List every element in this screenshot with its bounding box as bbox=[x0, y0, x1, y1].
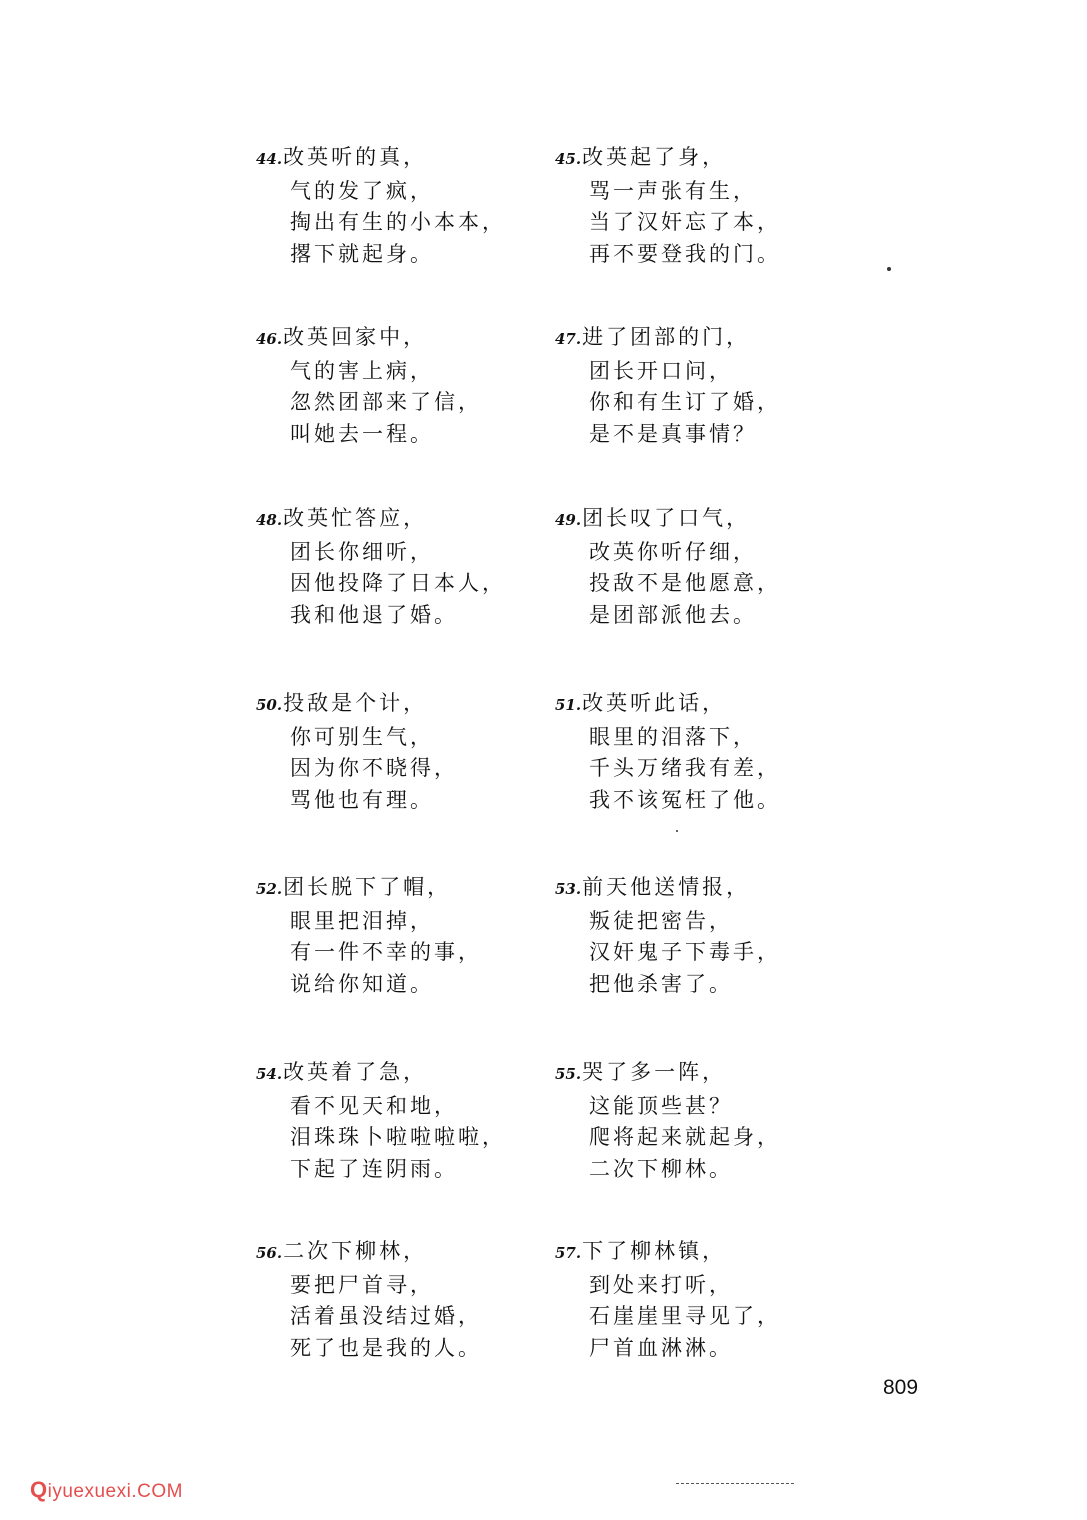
verse-number: 49. bbox=[555, 511, 582, 529]
verse-text: 你可别生气， bbox=[290, 724, 434, 749]
verse-text: 汉奸鬼子下毒手， bbox=[589, 940, 781, 965]
verse-block bbox=[256, 688, 556, 817]
verse-line bbox=[555, 207, 855, 239]
verse-line bbox=[256, 1236, 556, 1270]
verse-text: 是团部派他去。 bbox=[589, 603, 757, 628]
verse-text: 改英起了身， bbox=[582, 145, 727, 169]
verse-text: 是不是真事情？ bbox=[589, 422, 757, 447]
verse-line bbox=[555, 1333, 855, 1365]
site-watermark bbox=[30, 1477, 183, 1503]
verse-text: 石崖崖里寻见了， bbox=[589, 1304, 781, 1329]
verse-text: 前天他送情报， bbox=[582, 875, 751, 899]
verse-block bbox=[555, 142, 855, 271]
verse-block bbox=[555, 872, 855, 1001]
verse-text: 团长你细听， bbox=[290, 539, 434, 564]
verse-number: 44. bbox=[256, 150, 283, 168]
verse-text: 投敌是个计， bbox=[283, 691, 428, 715]
verse-block bbox=[555, 688, 855, 817]
print-speck bbox=[887, 267, 891, 271]
verse-text: 眼里把泪掉， bbox=[290, 908, 434, 933]
verse-text: 改英你听仔细， bbox=[589, 539, 757, 564]
verse-line bbox=[555, 1091, 855, 1123]
verse-number: 47. bbox=[555, 330, 582, 348]
verse-text: 千头万绪我有差， bbox=[589, 756, 781, 781]
verse-line bbox=[256, 1057, 556, 1091]
verse-line bbox=[555, 239, 855, 271]
verse-line bbox=[555, 142, 855, 176]
verse-text: 气的发了疯， bbox=[290, 178, 434, 203]
verse-text: 下了柳林镇， bbox=[582, 1239, 727, 1263]
verse-block bbox=[555, 503, 855, 632]
verse-text: 改英听的真， bbox=[283, 145, 428, 169]
verse-line bbox=[256, 872, 556, 906]
verse-line bbox=[256, 142, 556, 176]
verse-line bbox=[555, 785, 855, 817]
verse-number: 51. bbox=[555, 696, 582, 714]
verse-text: 因他投降了日本人， bbox=[290, 571, 506, 596]
verse-text: 二次下柳林， bbox=[283, 1239, 428, 1263]
page-number: 809 bbox=[883, 1376, 919, 1399]
verse-text: 死了也是我的人。 bbox=[290, 1336, 482, 1361]
verse-line bbox=[555, 176, 855, 208]
scan-rule bbox=[676, 1483, 794, 1484]
verse-text: 我不该冤枉了他。 bbox=[589, 788, 781, 813]
verse-text: 再不要登我的门。 bbox=[589, 242, 781, 267]
verse-text: 当了汉奸忘了本， bbox=[589, 210, 781, 235]
verse-line bbox=[555, 1301, 855, 1333]
verse-text: 把他杀害了。 bbox=[589, 972, 733, 997]
verse-text: 团长脱下了帽， bbox=[283, 875, 452, 899]
verse-text: 到处来打听， bbox=[589, 1272, 733, 1297]
verse-line bbox=[256, 1091, 556, 1123]
verse-line bbox=[555, 937, 855, 969]
watermark-mark: Q bbox=[30, 1477, 48, 1502]
verse-line bbox=[256, 1301, 556, 1333]
verse-line bbox=[256, 1270, 556, 1302]
verse-text: 团长开口问， bbox=[589, 358, 733, 383]
verse-line bbox=[256, 969, 556, 1001]
verse-text: 因为你不晓得， bbox=[290, 756, 458, 781]
verse-text: 看不见天和地， bbox=[290, 1093, 458, 1118]
verse-block bbox=[256, 322, 556, 451]
verse-number: 55. bbox=[555, 1065, 582, 1083]
verse-line bbox=[555, 969, 855, 1001]
verse-line bbox=[555, 906, 855, 938]
verse-line bbox=[555, 356, 855, 388]
verse-line bbox=[256, 688, 556, 722]
verse-line bbox=[256, 322, 556, 356]
verse-line bbox=[555, 600, 855, 632]
verse-number: 54. bbox=[256, 1065, 283, 1083]
verse-line bbox=[555, 753, 855, 785]
verse-text: 下起了连阴雨。 bbox=[290, 1157, 458, 1182]
verse-number: 50. bbox=[256, 696, 283, 714]
verse-block bbox=[555, 322, 855, 451]
verse-text: 爬将起来就起身， bbox=[589, 1125, 781, 1150]
verse-text: 二次下柳林。 bbox=[589, 1157, 733, 1182]
verse-line bbox=[256, 722, 556, 754]
verse-text: 叫她去一程。 bbox=[290, 422, 434, 447]
verse-line bbox=[256, 503, 556, 537]
verse-line bbox=[256, 387, 556, 419]
verse-line bbox=[256, 537, 556, 569]
verse-line bbox=[555, 722, 855, 754]
verse-line bbox=[256, 1154, 556, 1186]
verse-text: 骂他也有理。 bbox=[290, 788, 434, 813]
verse-text: 这能顶些甚？ bbox=[589, 1093, 733, 1118]
verse-number: 53. bbox=[555, 880, 582, 898]
verse-line bbox=[555, 872, 855, 906]
verse-text: 投敌不是他愿意， bbox=[589, 571, 781, 596]
verse-line bbox=[555, 387, 855, 419]
verse-line bbox=[256, 176, 556, 208]
verse-text: 叛徒把密告， bbox=[589, 908, 733, 933]
verse-text: 骂一声张有生， bbox=[589, 178, 757, 203]
verse-line bbox=[256, 239, 556, 271]
verse-line bbox=[555, 688, 855, 722]
verse-line bbox=[555, 503, 855, 537]
verse-text: 活着虽没结过婚， bbox=[290, 1304, 482, 1329]
verse-block bbox=[555, 1236, 855, 1365]
verse-text: 团长叹了口气， bbox=[582, 506, 751, 530]
verse-line bbox=[256, 356, 556, 388]
verse-text: 改英回家中， bbox=[283, 325, 428, 349]
verse-line bbox=[256, 419, 556, 451]
verse-text: 掏出有生的小本本， bbox=[290, 210, 506, 235]
print-speck bbox=[676, 830, 678, 832]
verse-line bbox=[555, 1270, 855, 1302]
verse-line bbox=[555, 1236, 855, 1270]
verse-line bbox=[256, 1122, 556, 1154]
verse-line bbox=[256, 753, 556, 785]
verse-block bbox=[256, 872, 556, 1001]
verse-line bbox=[256, 937, 556, 969]
verse-block bbox=[555, 1057, 855, 1186]
verse-text: 我和他退了婚。 bbox=[290, 603, 458, 628]
verse-text: 改英忙答应， bbox=[283, 506, 428, 530]
verse-text: 进了团部的门， bbox=[582, 325, 751, 349]
verse-block bbox=[256, 142, 556, 271]
verse-line bbox=[256, 568, 556, 600]
verse-text: 哭了多一阵， bbox=[582, 1060, 727, 1084]
verse-number: 46. bbox=[256, 330, 283, 348]
verse-line bbox=[555, 419, 855, 451]
verse-text: 忽然团部来了信， bbox=[290, 390, 482, 415]
verse-line bbox=[256, 1333, 556, 1365]
verse-line bbox=[555, 568, 855, 600]
verse-line bbox=[555, 537, 855, 569]
verse-number: 57. bbox=[555, 1244, 582, 1262]
verse-number: 52. bbox=[256, 880, 283, 898]
verse-text: 要把尸首寻， bbox=[290, 1272, 434, 1297]
verse-block bbox=[256, 1057, 556, 1186]
verse-block bbox=[256, 1236, 556, 1365]
verse-line bbox=[555, 1122, 855, 1154]
verse-text: 眼里的泪落下， bbox=[589, 724, 757, 749]
verse-block bbox=[256, 503, 556, 632]
verse-number: 48. bbox=[256, 511, 283, 529]
verse-line bbox=[555, 1154, 855, 1186]
verse-number: 56. bbox=[256, 1244, 283, 1262]
verse-line bbox=[256, 207, 556, 239]
verse-line bbox=[555, 1057, 855, 1091]
verse-line bbox=[555, 322, 855, 356]
verse-text: 说给你知道。 bbox=[290, 972, 434, 997]
verse-number: 45. bbox=[555, 150, 582, 168]
verse-text: 你和有生订了婚， bbox=[589, 390, 781, 415]
verse-text: 改英着了急， bbox=[283, 1060, 428, 1084]
watermark-text: iyuexuexi.COM bbox=[47, 1481, 183, 1502]
verse-text: 撂下就起身。 bbox=[290, 242, 434, 267]
verse-line bbox=[256, 600, 556, 632]
verse-line bbox=[256, 785, 556, 817]
verse-text: 泪珠珠卜啦啦啦啦， bbox=[290, 1125, 506, 1150]
verse-text: 有一件不幸的事， bbox=[290, 940, 482, 965]
verse-line bbox=[256, 906, 556, 938]
verse-text: 尸首血淋淋。 bbox=[589, 1336, 733, 1361]
verse-text: 改英听此话， bbox=[582, 691, 727, 715]
verse-text: 气的害上病， bbox=[290, 358, 434, 383]
